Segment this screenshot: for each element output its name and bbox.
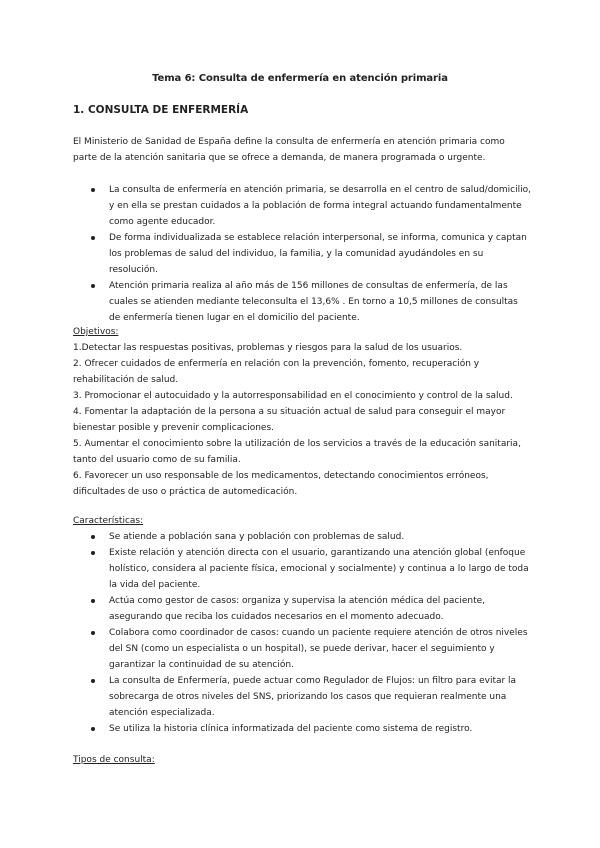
list-item: La consulta de enfermería en atención primaria, se desarrolla en el centro de salud/domicilio, y en ella se prestan cuidados a la población de forma integral actuando fundamentalmente como agente educador. (91, 182, 531, 230)
characteristics-list (91, 529, 531, 737)
list-item: Atención primaria realiza al año más de 156 millones de consultas de enfermería, de las cuales se atienden mediante teleconsulta el 13,6% . En torno a 10,5 millones de consultas de enfermería tienen lugar en el domicilio del paciente. (91, 278, 531, 326)
section-heading: 1. CONSULTA DE ENFERMERÍA (73, 104, 249, 116)
list-item: 1.Detectar las respuestas positivas, problemas y riesgos para la salud de los usuarios. (73, 343, 463, 353)
list-item: Actúa como gestor de casos: organiza y supervisa la atención médica del paciente, asegurando que reciba los cuidados necesarios en el momento adecuado. (91, 593, 531, 625)
list-item: Se utiliza la historia clínica informatizada del paciente como sistema de registro. (91, 721, 531, 737)
types-label: Tipos de consulta: (73, 755, 155, 765)
document-title: Tema 6: Consulta de enfermería en atención primaria (152, 73, 448, 84)
objectives-label: Objetivos: (73, 327, 119, 337)
list-item: 2. Ofrecer cuidados de enfermería en relación con la prevención, fomento, recuperación y rehabilitación de salud. (73, 359, 480, 385)
list-item: 3. Promocionar el autocuidado y la autorresponsabilidad en el conocimiento y control de la salud. (73, 391, 513, 401)
list-item: De forma individualizada se establece relación interpersonal, se informa, comunica y captan los problemas de salud del individuo, la familia, y la comunidad ayudándoles en su resolución. (91, 230, 531, 278)
objectives-list (73, 340, 531, 500)
list-item: 4. Fomentar la adaptación de la persona a su situación actual de salud para conseguir el mayor bienestar posible y prevenir complicaciones. (73, 407, 506, 433)
list-item: Se atiende a población sana y población con problemas de salud. (91, 529, 531, 545)
list-item: Existe relación y atención directa con el usuario, garantizando una atención global (enfoque holístico, considera al paciente física, emocional y socialmente) y continua a lo largo de toda la vida del paciente. (91, 545, 531, 593)
list-item: 5. Aumentar el conocimiento sobre la utilización de los servicios a través de la educación sanitaria, tanto del usuario como de su familia. (73, 439, 521, 465)
list-item: Colabora como coordinador de casos: cuando un paciente requiere atención de otros niveles del SN (como un especialista o un hospital), se puede derivar, hacer el seguimiento y garantizar la continuidad de su atención. (91, 625, 531, 673)
intro-bullet-list (91, 182, 531, 326)
characteristics-label: Características: (73, 516, 144, 526)
list-item: 6. Favorecer un uso responsable de los medicamentos, detectando conocimientos erróneos, dificultades de uso o práctica de automedicación. (73, 471, 489, 497)
list-item: La consulta de Enfermería, puede actuar como Regulador de Flujos: un filtro para evitar la sobrecarga de otros niveles del SNS, priorizando los casos que requieran realmente una atención especializada. (91, 673, 531, 721)
intro-paragraph: El Ministerio de Sanidad de España define la consulta de enfermería en atención primaria como parte de la atención sanitaria que se ofrece a demanda, de manera programada o urgente. (73, 137, 505, 163)
